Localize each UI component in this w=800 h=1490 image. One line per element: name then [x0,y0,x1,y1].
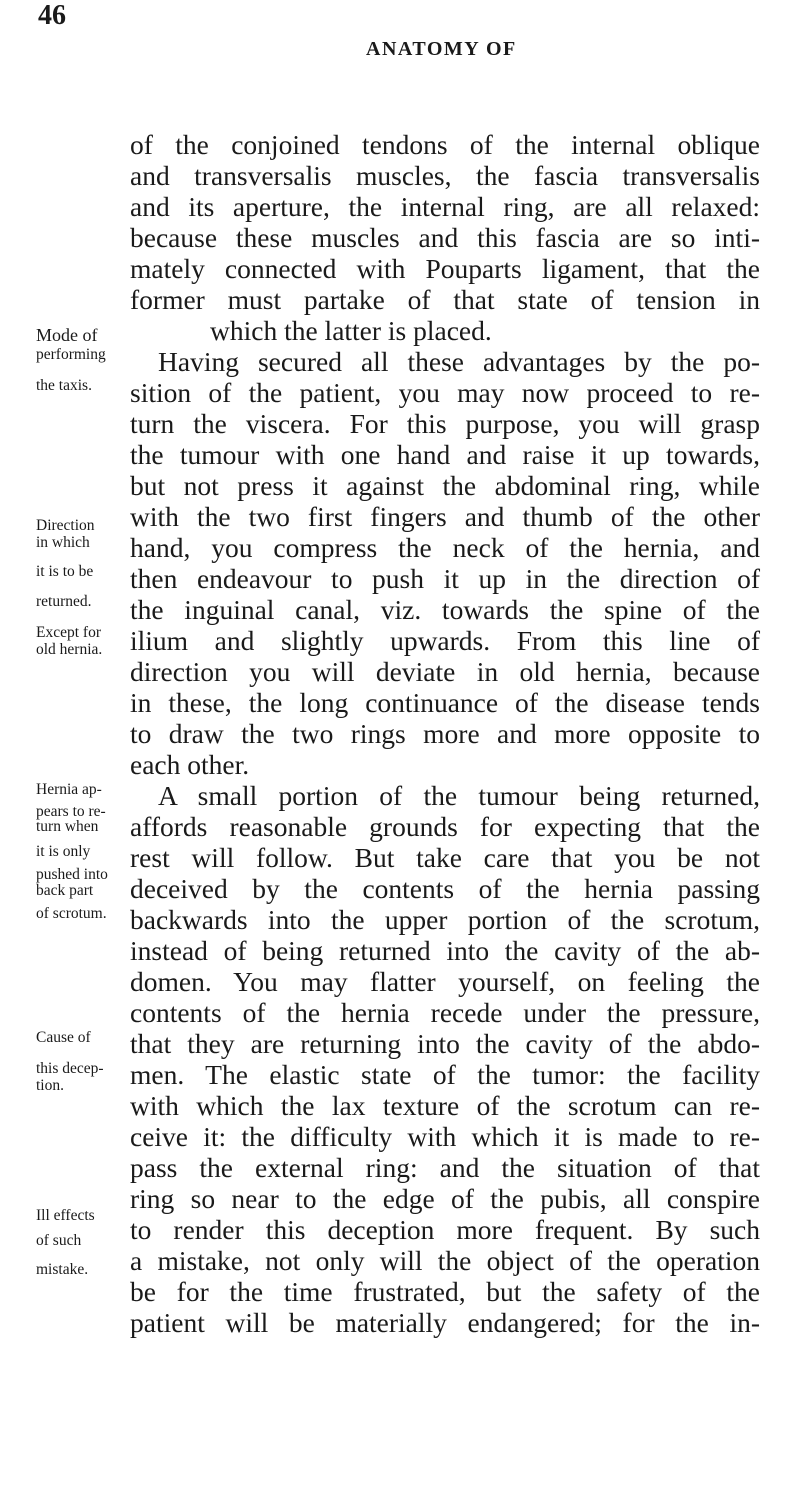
text-line: hand, you compress the neck of the hernia, and [130,532,760,563]
text-line: deceived by the contents of the hernia passing [130,873,760,904]
sidenote-line: turn when [36,818,99,835]
text-line: and its aperture, the internal ring, are all relaxed: [130,191,760,222]
text-line: a mistake, not only will the object of the operation [130,1245,760,1276]
sidenote-line: tion. [36,1077,64,1094]
text-line: direction you will deviate in old hernia, because [130,656,760,687]
text-line: affords reasonable grounds for expecting that the [130,811,760,842]
text-line: sition of the patient, you may now proceed to re- [130,377,760,408]
sidenote-line: performing [36,346,106,363]
text-line: contents of the hernia recede under the pressure, [130,997,760,1028]
text-line: backwards into the upper portion of the scrotum, [130,904,760,935]
text-line: because these muscles and this fascia are so inti- [130,222,760,253]
sidenote-line: it is only [36,843,91,860]
sidenote-line: this decep- [36,1060,104,1077]
text-line: with which the lax texture of the scrotum can re- [130,1090,760,1121]
text-line: in these, the long continuance of the disease tends [130,687,760,718]
text-line: ilium and slightly upwards. From this line of [130,625,760,656]
text-line: ring so near to the edge of the pubis, all conspire [130,1183,760,1214]
text-line: former must partake of that state of tension in [130,284,760,315]
sidenote-line: it is to be [36,563,94,580]
text-line: pass the external ring: and the situation of that [130,1152,760,1183]
text-line: A small portion of the tumour being returned, [158,780,760,811]
page-number: 46 [38,0,66,31]
sidenote-line: Hernia ap- [36,781,102,798]
text-line: the tumour with one hand and raise it up towards, [130,439,760,470]
text-line: Having secured all these advantages by the po- [158,346,760,377]
sidenote-line: Mode of [36,325,98,345]
sidenote-line: Ill effects [36,1207,95,1224]
text-line: ceive it: the difficulty with which it is made to re- [130,1121,760,1152]
sidenote-line: Except for [36,624,101,641]
text-line: rest will follow. But take care that you be not [130,842,760,873]
text-line: but not press it against the abdominal ring, while [130,470,760,501]
sidenote-line: of scrotum. [36,905,107,922]
text-line: patient will be materially endangered; for the in- [130,1307,760,1338]
sidenote-line: old hernia. [36,641,103,658]
text-line: to draw the two rings more and more opposite to [130,718,760,749]
text-line: be for the time frustrated, but the safety of the [130,1276,760,1307]
sidenote-line: in which [36,534,90,551]
text-line: the inguinal canal, viz. towards the spine of the [130,594,760,625]
text-line: that they are returning into the cavity of the abdo- [130,1028,760,1059]
sidenote-line: Direction [36,517,95,534]
sidenote-line: the taxis. [36,377,92,394]
sidenote-line: pushed into [36,866,108,883]
text-line: which the latter is placed. [210,315,492,346]
sidenote-line: pears to re- [36,803,106,820]
sidenote-line: of such [36,1232,82,1249]
text-line: with the two first fingers and thumb of the other [130,501,760,532]
text-line: then endeavour to push it up in the direction of [130,563,760,594]
sidenote-line: back part [36,882,94,899]
text-line: instead of being returned into the cavity of the ab- [130,935,760,966]
text-line: and transversalis muscles, the fascia transversalis [130,160,760,191]
text-line: turn the viscera. For this purpose, you will grasp [130,408,760,439]
sidenote-line: mistake. [36,1261,89,1278]
sidenote-line: returned. [36,593,92,610]
text-line: to render this deception more frequent. By such [130,1214,760,1245]
running-title: ANATOMY OF [366,38,517,60]
text-line: each other. [130,749,250,780]
text-line: men. The elastic state of the tumor: the facility [130,1059,760,1090]
text-line: mately connected with Pouparts ligament, that the [130,253,760,284]
text-line: domen. You may flatter yourself, on feeling the [130,966,760,997]
sidenote-line: Cause of [36,1029,91,1046]
text-line: of the conjoined tendons of the internal oblique [130,129,760,160]
